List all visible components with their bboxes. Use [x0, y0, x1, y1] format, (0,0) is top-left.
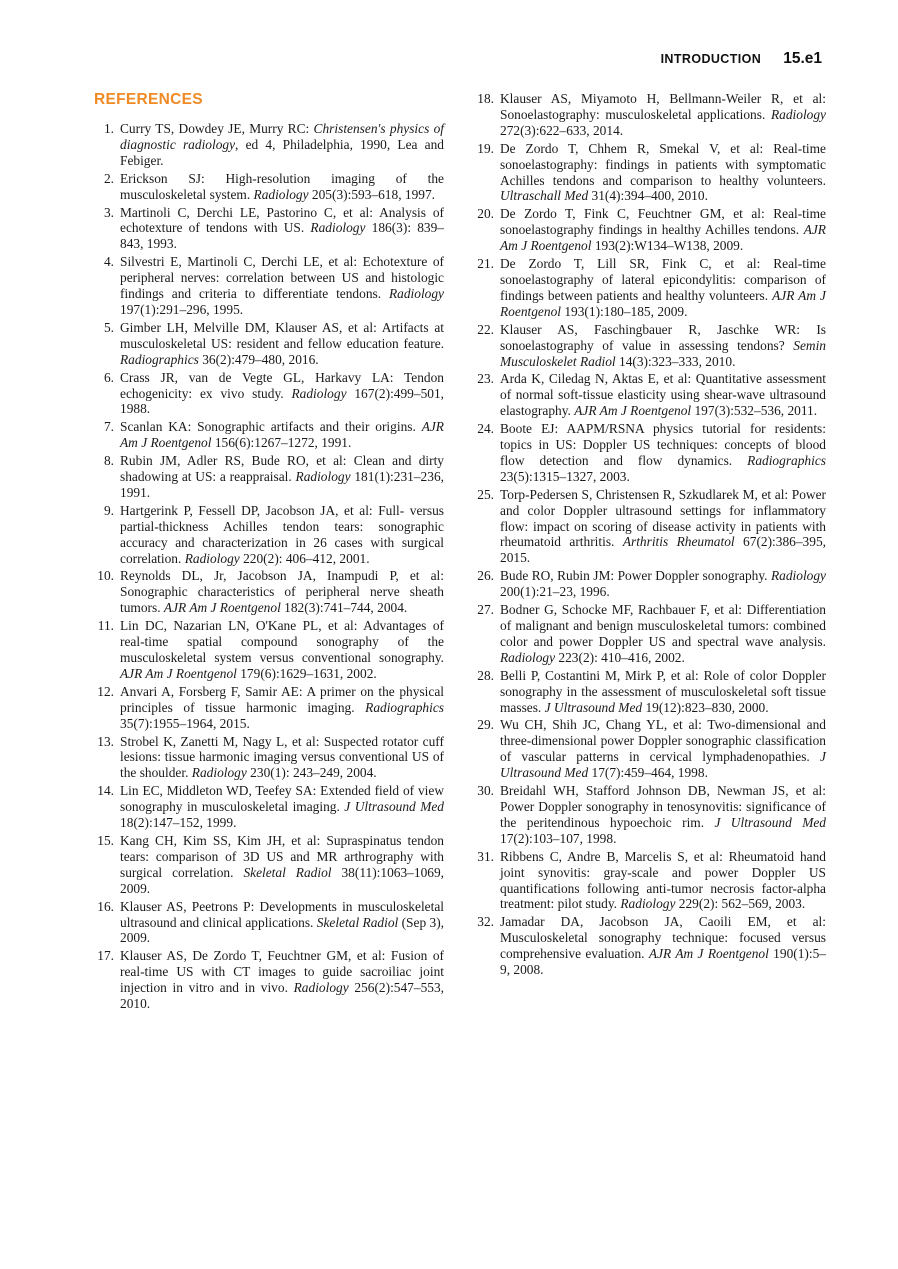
- reference-segment: Belli P, Costantini M, Mirk P, et al: Role of color Doppler sonography in the assessment of musculoskeletal soft tissue masses.: [500, 667, 826, 715]
- journal-title: AJR Am J Roentgenol: [648, 946, 769, 962]
- page-number: 15.e1: [783, 50, 822, 67]
- reference-text: [120, 171, 444, 202]
- reference-text: [120, 618, 444, 681]
- reference-number: 32.: [477, 914, 494, 930]
- journal-title: Radiographics: [365, 699, 444, 715]
- reference-segment: 67(2):386–395, 2015.: [500, 534, 826, 566]
- journal-title: Radiology: [184, 550, 240, 566]
- journal-title: Skeletal Radiol: [316, 914, 399, 930]
- journal-title: Skeletal Radiol: [243, 864, 332, 880]
- reference-number: 9.: [103, 502, 114, 518]
- reference-segment: , ed 4, Philadelphia, 1990, Lea and Febiger.: [120, 136, 444, 168]
- reference-number: 25.: [477, 486, 494, 502]
- reference-number: 2.: [103, 170, 114, 186]
- journal-title: Radiology: [295, 469, 351, 485]
- reference-item: [92, 320, 444, 368]
- journal-title: Radiology: [293, 980, 349, 996]
- reference-segment: Reynolds DL, Jr, Jacobson JA, Inampudi P, et al: Sonographic characteristics of peripheral nerve sheath tumors.: [120, 568, 444, 616]
- journal-title: Radiology: [770, 106, 826, 122]
- reference-segment: Rubin JM, Adler RS, Bude RO, et al: Clean and dirty shadowing at US: a reappraisal.: [120, 453, 444, 485]
- reference-item: [92, 948, 444, 1012]
- reference-segment: Klauser AS, Miyamoto H, Bellmann-Weiler R, et al: Sonoelastography: musculoskeletal applications.: [500, 91, 826, 122]
- reference-number: 29.: [477, 717, 494, 733]
- reference-segment: Gimber LH, Melville DM, Klauser AS, et al: Artifacts at musculoskeletal US: resident and fellow education feature.: [120, 319, 444, 351]
- reference-segment: 38(11):1063–1069, 2009.: [120, 864, 444, 896]
- reference-text: [500, 322, 826, 369]
- reference-segment: Hartgerink P, Fessell DP, Jacobson JA, et al: Full- versus partial-thickness Achilles tendon tears: sonographic accuracy and characterization in 26 cases with surgical correlation.: [120, 502, 444, 566]
- reference-number: 14.: [97, 783, 114, 799]
- reference-number: 7.: [103, 419, 114, 435]
- reference-segment: Martinoli C, Derchi LE, Pastorino C, et al: Analysis of echotexture of tendons with US.: [120, 204, 444, 236]
- reference-segment: 197(3):532–536, 2011.: [691, 403, 818, 419]
- reference-segment: 179(6):1629–1631, 2002.: [236, 665, 377, 681]
- reference-text: [120, 370, 444, 417]
- reference-item: [92, 171, 444, 203]
- reference-text: [120, 734, 444, 781]
- reference-number: 21.: [477, 256, 494, 272]
- reference-segment: Bodner G, Schocke MF, Rachbauer F, et al: Differentiation of malignant and benign musculoskeletal tumors: combined color and power Doppler US and spectral wave analysis.: [500, 602, 826, 649]
- journal-title: J Ultrasound Med: [544, 699, 643, 715]
- reference-item: [472, 914, 826, 978]
- reference-segment: Lin EC, Middleton WD, Teefey SA: Extended field of view sonography in musculoskeletal imaging.: [120, 783, 444, 815]
- reference-segment: 200(1):21–23, 1996.: [500, 584, 610, 600]
- reference-text: [500, 568, 826, 599]
- reference-text: [500, 256, 826, 319]
- reference-number: 4.: [103, 254, 114, 270]
- reference-segment: Arda K, Ciledag N, Aktas E, et al: Quantitative assessment of normal soft-tissue elasticity using shear-wave ultrasound elastography.: [500, 371, 826, 419]
- reference-segment: 186(3): 839–843, 1993.: [120, 220, 444, 252]
- reference-item: [92, 618, 444, 682]
- reference-item: [472, 849, 826, 913]
- reference-text: [500, 91, 826, 138]
- reference-number: 23.: [477, 371, 494, 387]
- reference-number: 8.: [103, 453, 114, 469]
- reference-text: [120, 684, 444, 731]
- reference-text: [120, 419, 444, 450]
- reference-number: 18.: [477, 91, 494, 106]
- reference-item: [472, 141, 826, 205]
- reference-segment: Wu CH, Shih JC, Chang YL, et al: Two-dimensional and three-dimensional power Doppler sonographic classification of vascular patterns in cervical lymphadenopathies.: [500, 717, 826, 765]
- reference-item: [92, 734, 444, 782]
- reference-number: 6.: [103, 369, 114, 385]
- reference-item: [472, 602, 826, 666]
- reference-segment: 31(4):394–400, 2010.: [588, 188, 708, 204]
- reference-item: [472, 783, 826, 847]
- reference-segment: 23(5):1315–1327, 2003.: [500, 468, 630, 484]
- reference-item: [92, 833, 444, 897]
- reference-segment: 220(2): 406–412, 2001.: [239, 550, 370, 566]
- reference-segment: (Sep 3), 2009.: [120, 914, 445, 946]
- reference-number: 15.: [97, 832, 114, 848]
- reference-item: [92, 205, 444, 253]
- journal-title: Ultraschall Med: [500, 188, 589, 204]
- reference-text: [500, 487, 826, 566]
- reference-segment: 272(3):622–633, 2014.: [500, 122, 624, 138]
- reference-text: [500, 602, 826, 665]
- reference-number: 26.: [477, 568, 494, 584]
- reference-segment: Strobel K, Zanetti M, Nagy L, et al: Suspected rotator cuff lesions: tissue harmonic imaging versus conventional US of the shoulder.: [120, 733, 444, 781]
- reference-segment: Klauser AS, De Zordo T, Feuchtner GM, et al: Fusion of real-time US with CT images to guide sacroiliac joint injection in vitro and in vivo.: [120, 948, 444, 996]
- reference-item: [92, 899, 444, 947]
- reference-segment: 17(2):103–107, 1998.: [500, 830, 617, 846]
- journal-title: Radiology: [310, 220, 366, 236]
- reference-item: [472, 568, 826, 600]
- reference-segment: De Zordo T, Fink C, Feuchtner GM, et al: Real-time sonoelastography findings in healthy Achilles tendons.: [500, 206, 826, 238]
- journal-title: Radiology: [291, 385, 347, 401]
- reference-number: 12.: [97, 683, 114, 699]
- reference-segment: 14(3):323–333, 2010.: [615, 353, 736, 369]
- reference-number: 31.: [477, 848, 494, 864]
- reference-segment: 205(3):593–618, 1997.: [308, 186, 436, 202]
- reference-item: [472, 322, 826, 370]
- reference-item: [472, 206, 826, 254]
- reference-text: [120, 121, 444, 168]
- reference-item: [472, 91, 826, 139]
- reference-text: [500, 783, 826, 846]
- reference-segment: Jamadar DA, Jacobson JA, Caoili EM, et al: Musculoskeletal sonography technique: focused versus comprehensive evaluation.: [500, 914, 826, 962]
- reference-segment: Crass JR, van de Vegte GL, Harkavy LA: Tendon echogenicity: ex vivo study.: [120, 369, 444, 401]
- reference-item: [472, 668, 826, 716]
- reference-segment: 193(1):180–185, 2009.: [560, 303, 688, 319]
- reference-text: [500, 421, 826, 484]
- reference-number: 13.: [97, 733, 114, 749]
- reference-segment: Erickson SJ: High-resolution imaging of the musculoskeletal system.: [120, 170, 444, 202]
- reference-segment: 190(1):5–9, 2008.: [500, 946, 826, 978]
- reference-text: [500, 206, 826, 253]
- reference-number: 3.: [103, 204, 114, 220]
- journal-title: AJR Am J Roentgenol: [500, 287, 826, 319]
- reference-text: [500, 849, 826, 912]
- journal-title: Semin Musculoskelet Radiol: [500, 337, 826, 369]
- reference-text: [120, 205, 444, 252]
- reference-item: [92, 783, 444, 831]
- journal-title: J Ultrasound Med: [500, 749, 826, 781]
- journal-title: AJR Am J Roentgenol: [120, 665, 237, 681]
- reference-segment: 181(1):231–236, 1991.: [120, 469, 444, 500]
- journal-title: AJR Am J Roentgenol: [120, 419, 444, 451]
- reference-text: [120, 568, 444, 615]
- reference-number: 11.: [97, 618, 114, 634]
- reference-item: [472, 256, 826, 320]
- reference-segment: Bude RO, Rubin JM: Power Doppler sonography.: [500, 568, 771, 584]
- reference-number: 20.: [477, 206, 494, 222]
- reference-number: 16.: [97, 898, 114, 914]
- reference-text: [120, 899, 444, 946]
- journal-title: Radiology: [770, 568, 826, 584]
- reference-text: [120, 503, 444, 566]
- reference-segment: Curry TS, Dowdey JE, Murry RC:: [120, 121, 314, 136]
- running-head: [661, 50, 822, 68]
- references-column-left: [92, 121, 444, 1014]
- references-column-right: [472, 91, 826, 980]
- reference-item: [472, 421, 826, 485]
- journal-title: J Ultrasound Med: [714, 814, 826, 830]
- reference-segment: Breidahl WH, Stafford Johnson DB, Newman JS, et al: Power Doppler sonography in tenosynovitis: significance of the peritendinous hypoechoic rim.: [500, 783, 826, 830]
- reference-item: [92, 419, 444, 451]
- reference-text: [500, 717, 826, 780]
- reference-text: [500, 141, 826, 204]
- reference-number: 24.: [477, 421, 494, 437]
- reference-segment: 18(2):147–152, 1999.: [120, 815, 237, 831]
- reference-item: [92, 453, 444, 501]
- reference-segment: 36(2):479–480, 2016.: [198, 351, 319, 367]
- reference-text: [120, 320, 444, 367]
- journal-title: Radiology: [388, 286, 444, 302]
- reference-number: 30.: [477, 783, 494, 799]
- journal-title: AJR Am J Roentgenol: [574, 403, 692, 419]
- reference-segment: 19(12):823–830, 2000.: [642, 699, 769, 715]
- reference-segment: 256(2):547–553, 2010.: [120, 980, 444, 1012]
- reference-segment: Anvari A, Forsberg F, Samir AE: A primer on the physical principles of tissue harmonic imaging.: [120, 683, 444, 715]
- reference-number: 27.: [477, 602, 494, 618]
- journal-title: Radiology: [253, 186, 309, 202]
- reference-segment: 17(7):459–464, 1998.: [588, 765, 708, 781]
- reference-segment: 197(1):291–296, 1995.: [120, 301, 244, 317]
- reference-segment: 223(2): 410–416, 2002.: [555, 649, 685, 665]
- journal-title: AJR Am J Roentgenol: [163, 600, 281, 616]
- journal-title: Arthritis Rheumatol: [622, 534, 735, 550]
- reference-number: 19.: [477, 140, 494, 156]
- reference-number: 10.: [97, 568, 114, 584]
- journal-title: Radiographics: [120, 351, 199, 367]
- journal-title: Radiology: [191, 765, 247, 781]
- reference-segment: 193(2):W134–W138, 2009.: [591, 238, 744, 254]
- reference-item: [92, 684, 444, 732]
- reference-segment: Torp-Pedersen S, Christensen R, Szkudlarek M, et al: Power and color Doppler ultrasound settings for inflammatory flow: impact on scoring of disease activity in patients with rheumatoid arthritis.: [500, 486, 826, 550]
- reference-segment: Boote EJ: AAPM/RSNA physics tutorial for residents: topics in US: Doppler US techniques: concepts of blood flow detection and flow dynamics.: [500, 421, 826, 468]
- reference-number: 5.: [103, 319, 114, 335]
- reference-segment: Kang CH, Kim SS, Kim JH, et al: Supraspinatus tendon tears: comparison of 3D US and MR arthrography with surgical correlation.: [120, 832, 444, 880]
- reference-segment: 35(7):1955–1964, 2015.: [120, 715, 250, 731]
- reference-item: [92, 121, 444, 169]
- running-head-section: INTRODUCTION: [660, 52, 762, 66]
- reference-text: [120, 833, 444, 896]
- reference-text: [120, 783, 444, 830]
- reference-item: [472, 717, 826, 781]
- reference-segment: Lin DC, Nazarian LN, O'Kane PL, et al: Advantages of real-time spatial compound sonography of the musculoskeletal system versus conventional sonography.: [120, 618, 444, 665]
- reference-number: 17.: [97, 948, 114, 964]
- reference-item: [472, 371, 826, 419]
- reference-segment: 156(6):1267–1272, 1991.: [211, 435, 352, 451]
- reference-segment: 182(3):741–744, 2004.: [280, 600, 408, 616]
- reference-text: [120, 948, 444, 1011]
- reference-text: [120, 453, 444, 500]
- reference-segment: De Zordo T, Chhem R, Smekal V, et al: Real-time sonoelastography: findings in patients with symptomatic Achilles tendons and comparison to healthy volunteers.: [500, 140, 826, 188]
- reference-number: 1.: [103, 121, 114, 136]
- reference-segment: Klauser AS, Faschingbauer R, Jaschke WR: Is sonoelastography of value in assessing tendons?: [500, 321, 826, 353]
- reference-text: [500, 668, 826, 715]
- journal-title: Radiographics: [747, 452, 826, 468]
- reference-item: [92, 568, 444, 616]
- reference-number: 22.: [477, 321, 494, 337]
- reference-segment: 167(2):499–501, 1988.: [120, 385, 444, 417]
- reference-segment: Scanlan KA: Sonographic artifacts and their origins.: [120, 419, 422, 435]
- reference-text: [120, 254, 444, 317]
- reference-item: [92, 370, 444, 418]
- references-heading: REFERENCES: [94, 91, 203, 108]
- reference-segment: De Zordo T, Lill SR, Fink C, et al: Real-time sonoelastography of lateral epicondylitis: comparison of findings between patients and healthy volunteers.: [500, 256, 826, 303]
- reference-item: [92, 503, 444, 567]
- reference-item: [92, 254, 444, 318]
- reference-text: [500, 914, 826, 977]
- reference-segment: 229(2): 562–569, 2003.: [675, 896, 806, 912]
- reference-item: [472, 487, 826, 567]
- journal-title: AJR Am J Roentgenol: [500, 222, 826, 254]
- reference-text: [500, 371, 826, 418]
- reference-segment: Silvestri E, Martinoli C, Derchi LE, et al: Echotexture of peripheral nerves: correlation between US and histologic findings and criteria to differentiate tendons.: [120, 254, 444, 302]
- journal-title: Radiology: [620, 896, 676, 912]
- journal-title: Radiology: [500, 649, 556, 665]
- reference-segment: 230(1): 243–249, 2004.: [246, 765, 377, 781]
- reference-segment: Klauser AS, Peetrons P: Developments in musculoskeletal ultrasound and clinical applications.: [120, 898, 444, 930]
- reference-segment: Ribbens C, Andre B, Marcelis S, et al: Rheumatoid hand joint synovitis: gray-scale and power Doppler US quantifications following anti-tumor necrosis factor-alpha treatment: pilot study.: [500, 848, 826, 912]
- reference-number: 28.: [477, 667, 494, 683]
- journal-title: Christensen's physics of diagnostic radiology: [120, 121, 444, 152]
- journal-title: J Ultrasound Med: [344, 799, 444, 815]
